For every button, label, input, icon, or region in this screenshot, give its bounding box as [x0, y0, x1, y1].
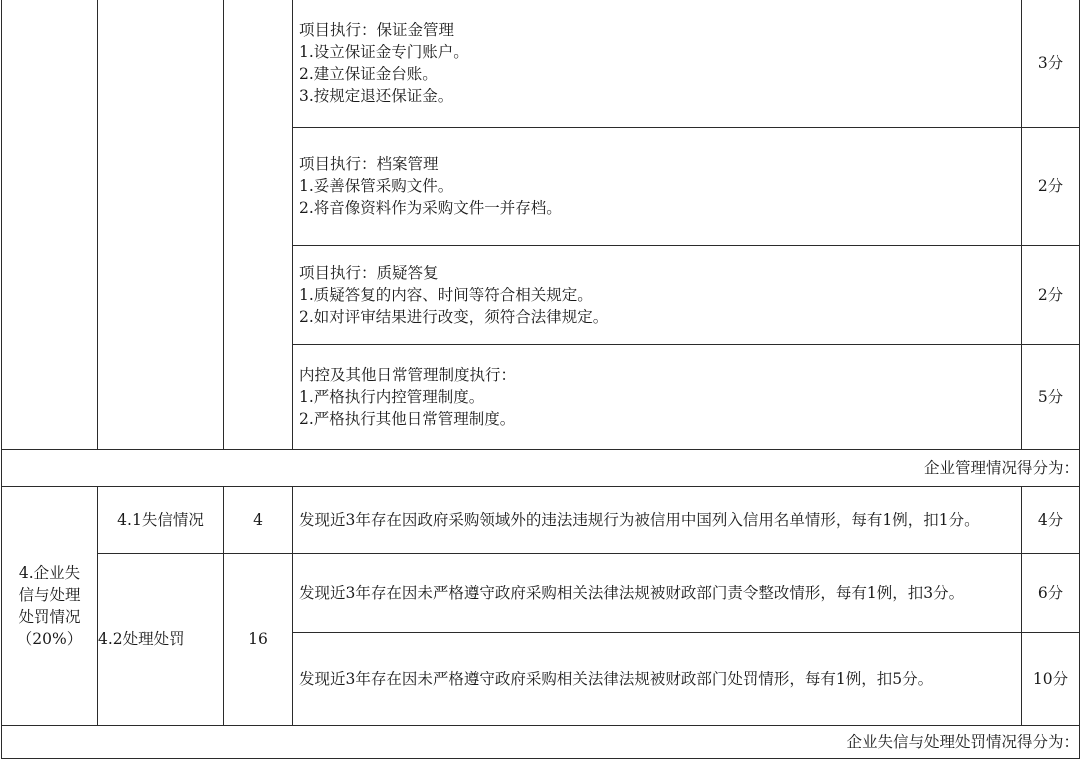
score-cell: 2分 — [1022, 127, 1080, 245]
score-cell: 4分 — [1022, 486, 1080, 553]
criteria-title: 项目执行：保证金管理 — [299, 21, 455, 40]
category-line: 4.企业失 — [18, 563, 81, 582]
criteria-text: 发现近3年存在因未严格遵守政府采购相关法律法规被财政部门责令整改情形，每有1例，扣3分。 — [299, 583, 965, 602]
score-cell: 5分 — [1022, 344, 1080, 449]
score-cell: 3分 — [1022, 0, 1080, 127]
criteria-cell — [293, 344, 1022, 449]
score-cell: 2分 — [1022, 245, 1080, 344]
points-cell-empty — [224, 0, 293, 449]
criteria-text: 发现近3年存在因政府采购领域外的违法违规行为被信用中国列入信用名单情形，每有1例，扣1分。 — [299, 510, 980, 529]
subcategory-4-1: 4.1失信情况 — [98, 486, 224, 553]
criteria-line: 1.妥善保管采购文件。 — [299, 177, 454, 195]
table-row — [2, 0, 1080, 127]
category-cell-section4 — [2, 486, 98, 725]
table-row — [2, 553, 1080, 632]
summary-row — [2, 725, 1080, 758]
criteria-cell — [293, 553, 1022, 632]
subcategory-4-2: 4.2处理处罚 — [98, 553, 224, 725]
category-line: （20%） — [16, 629, 83, 648]
criteria-line: 2.严格执行其他日常管理制度。 — [299, 409, 516, 428]
criteria-title: 内控及其他日常管理制度执行： — [299, 365, 517, 384]
criteria-cell — [293, 127, 1022, 245]
criteria-title: 项目执行：档案管理 — [299, 155, 439, 173]
points-4-1: 4 — [224, 486, 293, 553]
criteria-cell — [293, 632, 1022, 725]
criteria-line: 1.严格执行内控管理制度。 — [299, 387, 485, 406]
points-4-2: 16 — [224, 553, 293, 725]
category-cell-empty — [2, 0, 98, 449]
criteria-line: 2.将音像资料作为采购文件一并存档。 — [299, 199, 562, 217]
summary-credit-label: 企业失信与处理处罚情况得分为： — [2, 725, 1080, 758]
category-line: 信与处理 — [18, 585, 81, 604]
criteria-line: 1.质疑答复的内容、时间等符合相关规定。 — [299, 285, 593, 304]
scoring-table — [1, 0, 1080, 759]
criteria-line: 2.建立保证金台账。 — [299, 65, 438, 84]
criteria-line: 1.设立保证金专门账户。 — [299, 43, 469, 62]
subcategory-cell-empty — [98, 0, 224, 449]
criteria-line: 2.如对评审结果进行改变，须符合法律规定。 — [299, 307, 609, 326]
criteria-cell — [293, 486, 1022, 553]
criteria-title: 项目执行：质疑答复 — [299, 263, 439, 282]
category-line: 处罚情况 — [18, 607, 81, 626]
criteria-cell — [293, 0, 1022, 127]
criteria-cell — [293, 245, 1022, 344]
summary-row — [2, 449, 1080, 486]
criteria-text: 发现近3年存在因未严格遵守政府采购相关法律法规被财政部门处罚情形，每有1例，扣5分。 — [299, 669, 934, 688]
score-cell: 10分 — [1022, 632, 1080, 725]
summary-management-label: 企业管理情况得分为： — [2, 449, 1080, 486]
table-row — [2, 486, 1080, 553]
score-cell: 6分 — [1022, 553, 1080, 632]
criteria-line: 3.按规定退还保证金。 — [299, 87, 454, 106]
